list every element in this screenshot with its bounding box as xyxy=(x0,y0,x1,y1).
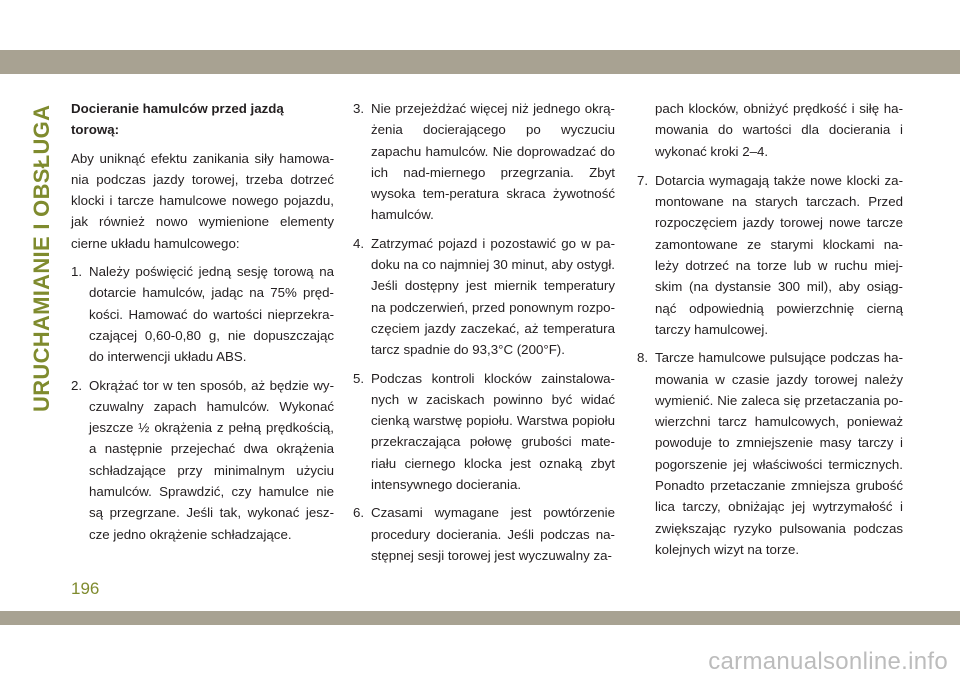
page-number: 196 xyxy=(71,579,100,598)
watermark: carmanualsonline.info xyxy=(708,648,948,675)
list-item xyxy=(71,375,334,545)
header-band xyxy=(0,50,960,74)
column-2 xyxy=(353,98,615,573)
list-item-number: 7. xyxy=(637,172,649,188)
list-item xyxy=(353,233,615,361)
list-item-number: 6. xyxy=(353,505,365,521)
list-item-text: Nie przejeżdżać więcej niż jednego okrą-żenia docierającego po wyczuciu zapachu hamulców. Nie doprowadzać do ich nad-miernego przegrzania. Zbyt wysoka tem-peratura skraca żywotność hamulców. xyxy=(371,101,615,223)
list-item-number: 2. xyxy=(71,377,83,393)
list-item xyxy=(353,368,615,496)
list-item-text: Dotarcia wymagają także nowe klocki za-montowane na starych tarczach. Przed rozpoczęciem jazdy torowej nowe tarcze zamontowane ze starymi klockami na-leży dotrzeć na torze lub w ruchu miej-skim (na dystansie 300 mil), aby osiąg-nąć odpowiednią powierzchnię cierną tarczy hamulcowej. xyxy=(655,172,903,337)
list-item xyxy=(353,502,615,566)
footer-band xyxy=(0,611,960,625)
section-heading: Docieranie hamulców przed jazdą torową: xyxy=(71,101,284,138)
list-item-number: 5. xyxy=(353,370,365,386)
list-item-number: 1. xyxy=(71,264,83,280)
intro-paragraph: Aby uniknąć efektu zanikania siły hamowa-nia podczas jazdy torowej, trzeba dotrzeć klocki i tarcze hamulcowe nowego pojazdu, jak również nowo wymienione elementy cierne układu hamulcowego: xyxy=(71,150,334,251)
list-item xyxy=(353,98,615,226)
list-item xyxy=(637,347,903,560)
list-item-number: 4. xyxy=(353,235,365,251)
list-item-text: Zatrzymać pojazd i pozostawić go w pa-doku na co najmniej 30 minut, aby ostygł. Jeśli dostępny jest miernik temperatury na podczerwień, przed ponownym rozpo-częciem jazdy zaczekać, aż temperatura tarcz spadnie do 93,3°C (200°F). xyxy=(371,235,615,358)
list-item xyxy=(71,261,334,367)
column-3 xyxy=(637,98,903,567)
list-item-text: Czasami wymagane jest powtórzenie procedury docierania. Jeśli podczas na-stępnej sesji torowej jest wyczuwalny za- xyxy=(371,505,615,563)
list-item-number: 3. xyxy=(353,101,365,116)
list-item-text: Tarcze hamulcowe pulsujące podczas ha-mowania w czasie jazdy torowej należy wymienić. Nie zaleca się przetaczania po-wierzchni tarcz hamulcowych, ponieważ powoduje to zmniejszenie masy tarczy i pogorszenie jej właściwości termicznych. Ponadto przetaczanie zmniejsza grubość lica tarczy, obniżając jej wytrzymałość i zwiększając ryzyko pulsowania podczas kolejnych wizyt na torze. xyxy=(655,350,903,557)
list-item xyxy=(637,170,903,340)
list-item-text: Należy poświęcić jedną sesję torową na dotarcie hamulców, jadąc na 75% pręd-kości. Hamować do wartości nieprzekra-czającej 0,60-0,80 g, nie dopuszczając do interwencji układu ABS. xyxy=(89,264,334,365)
list-item-text: Podczas kontroli klocków zainstalowa-nych w zaciskach powinno być widać cienką warstwę popiołu. Warstwa popiołu przekraczająca połowę grubości mate-riału ciernego klocka jest oznaką zbyt intensywnego docierania. xyxy=(371,370,615,493)
continuation-text: pach klocków, obniżyć prędkość i siłę ha-mowania do wartości dla docierania i wykonać kroki 2–4. xyxy=(655,101,903,159)
section-title: URUCHAMIANIE I OBSŁUGA xyxy=(29,105,54,413)
list-item-text: Okrążać tor w ten sposób, aż będzie wy-czuwalny zapach hamulców. Wykonać jeszcze ½ okrążenia z pełną prędkością, a następnie przejechać dwa okrążenia schładzające przy minimalnym użyciu hamulców. Sprawdzić, czy hamulce nie są przegrzane. Jeśli tak, wykonać jesz-cze jedno okrążenie schładzające. xyxy=(89,377,334,542)
list-item-number: 8. xyxy=(637,350,649,366)
column-1 xyxy=(71,98,334,552)
